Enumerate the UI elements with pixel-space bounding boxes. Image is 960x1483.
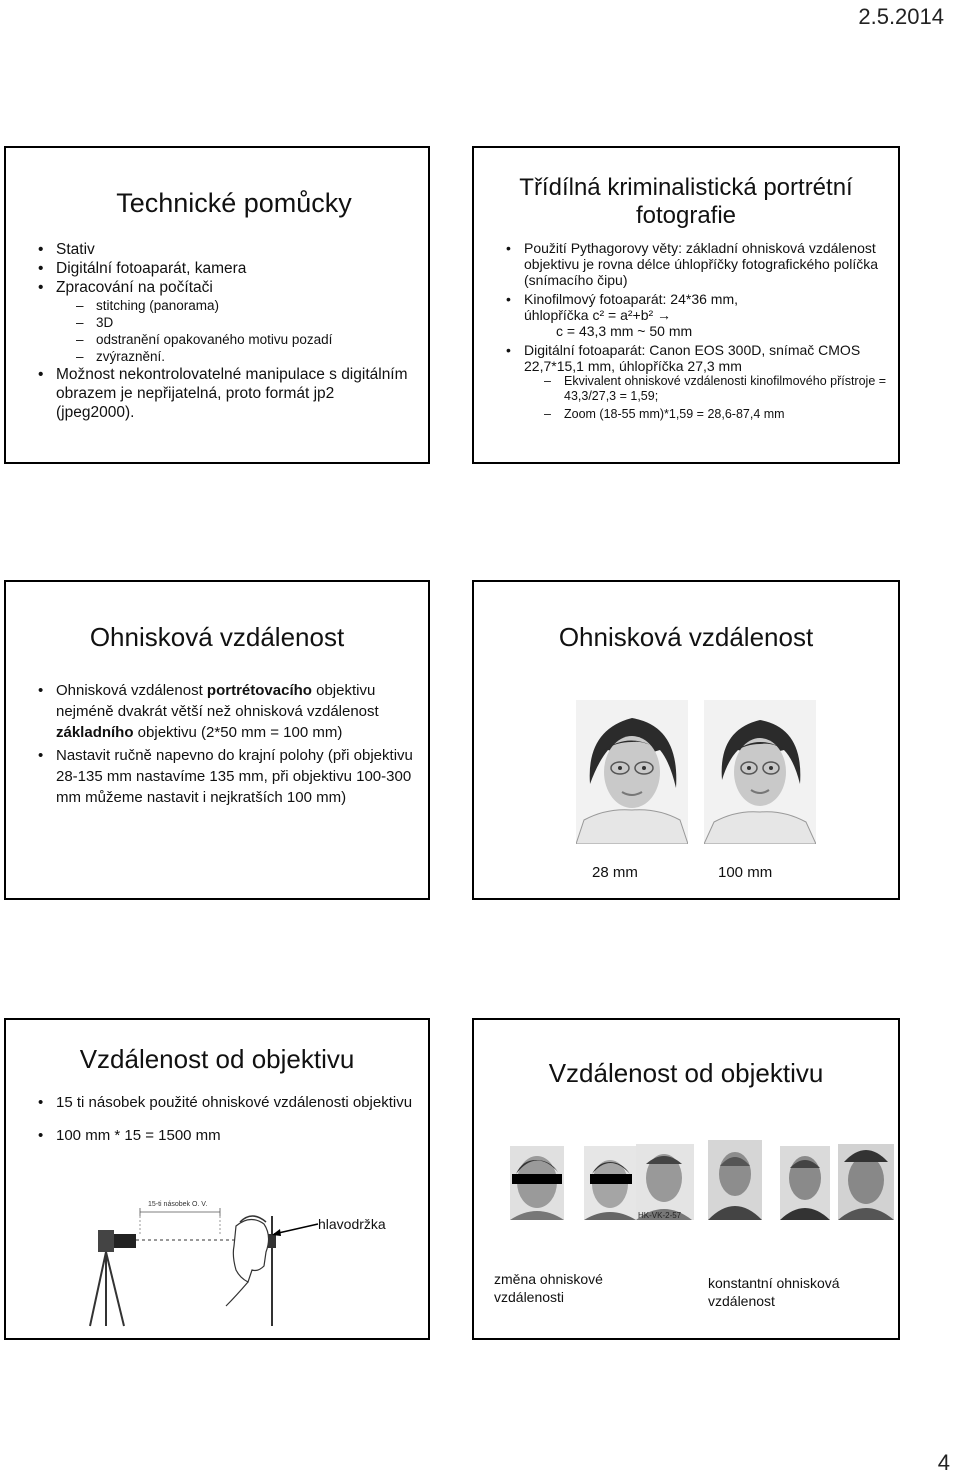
sub-bullet-item: – 3D <box>76 314 416 331</box>
slide-focal-length-photos <box>472 580 900 900</box>
slide-title: Vzdálenost od objektivu <box>548 1058 824 1088</box>
arrow-icon <box>268 1220 320 1240</box>
mugshot-3 <box>708 1140 762 1220</box>
slide-title: Třídílná kriminalistická portrétní fotografie <box>519 174 853 229</box>
bullet-item: • Použití Pythagorovy věty: základní ohnisková vzdálenost objektivu je rovna délce úhlopříčky fotografického políčka (snímacího čipu) <box>504 240 894 288</box>
header-date: 2.5.2014 <box>858 4 944 29</box>
bullet-item: • Digitální fotoaparát, kamera <box>36 259 416 278</box>
head-holder-label: hlavodržka <box>318 1216 386 1232</box>
formula-result: c = 43,3 mm ~ 50 mm <box>556 323 693 339</box>
bullet-item: • 15 ti násobek použité ohniskové vzdálenosti objektivu <box>36 1092 416 1113</box>
bullet-item <box>504 342 894 422</box>
slide-title: Ohnisková vzdálenost <box>558 622 814 652</box>
sub-bullet-list <box>56 297 416 365</box>
slide-technical-tools <box>4 146 430 464</box>
mugshot-5 <box>838 1144 894 1220</box>
slide-portrait-photography <box>472 146 900 464</box>
text-run: Ohnisková vzdálenost <box>56 682 207 699</box>
portrait-photo-28mm <box>576 700 688 844</box>
bold-text: portrétovacího <box>206 682 312 699</box>
mugshot-censored-2 <box>584 1146 636 1220</box>
caption-28mm: 28 mm <box>592 864 638 881</box>
bullet-item <box>36 278 416 365</box>
bullet-item: • Stativ <box>36 240 416 259</box>
bullet-line: úhlopříčka c² = a²+b² → <box>524 307 672 323</box>
bullet-item: • 100 mm * 15 = 1500 mm <box>36 1125 416 1146</box>
slide-title: Technické pomůcky <box>116 188 352 218</box>
camera-distance-diagram <box>86 1196 326 1330</box>
bullet-line: Kinofilmový fotoaparát: 24*36 mm, <box>524 291 738 307</box>
text-run: objektivu nejméně dvakrát větší než ohnisková vzdálenost <box>56 682 379 720</box>
mugshot-with-stamp <box>636 1144 694 1220</box>
bold-text: základního <box>56 724 134 741</box>
bullet-list <box>36 680 416 810</box>
sub-bullet-item: – Zoom (18-55 mm)*1,59 = 28,6-87,4 mm <box>544 407 894 422</box>
mugshot-4 <box>780 1146 830 1220</box>
portrait-photo-100mm <box>704 700 816 844</box>
bullet-item: • Možnost nekontrolovatelné manipulace s digitálním obrazem je nepřijatelná, proto formát jp2 (jpeg2000). <box>36 365 416 422</box>
bullet-list <box>36 240 416 422</box>
sub-bullet-item: – Ekvivalent ohniskové vzdálenosti kinofilmového přístroje = 43,3/27,3 = 1,59; <box>544 374 894 404</box>
bullet-list <box>36 1092 416 1158</box>
slide-focal-length-text <box>4 580 430 900</box>
mugshot-censored-1 <box>510 1146 564 1220</box>
page-number: 4 <box>937 1450 950 1475</box>
sub-bullet-list <box>524 374 894 422</box>
bullet-item <box>504 291 894 339</box>
slide-title: Vzdálenost od objektivu <box>79 1044 355 1074</box>
slide-subject-distance <box>4 1018 430 1340</box>
label-focal-constant: konstantní ohnisková vzdálenost <box>708 1275 840 1309</box>
mugshot-photo-row <box>480 1140 894 1220</box>
slide-title: Ohnisková vzdálenost <box>89 622 345 652</box>
text-run: objektivu (2*50 mm = 100 mm) <box>133 724 343 741</box>
caption-100mm: 100 mm <box>718 864 773 881</box>
slide-subject-distance-photos <box>472 1018 900 1340</box>
bullet-text: Zpracování na počítači <box>56 279 213 296</box>
sub-bullet-item: – odstranění opakovaného motivu pozadí <box>76 331 416 348</box>
sub-bullet-item: – stitching (panorama) <box>76 297 416 314</box>
sub-bullet-item: – zvýraznění. <box>76 348 416 365</box>
photo-stamp: HK-VK-2-57 <box>638 1211 682 1220</box>
bullet-item <box>36 680 416 743</box>
bullet-list <box>504 240 894 425</box>
bullet-text: Digitální fotoaparát: Canon EOS 300D, snímač CMOS 22,7*15,1 mm, úhlopříčka 27,3 mm <box>524 342 861 374</box>
label-focal-change: změna ohniskové vzdálenosti <box>494 1271 603 1305</box>
diagram-label: 15-ti násobek O. V. <box>148 1201 208 1208</box>
bullet-item: • Nastavit ručně napevno do krajní polohy (při objektivu 28-135 mm nastavíme 135 mm, při objektivu 100-300 mm můžeme nastavit i nejkratších 100 mm) <box>36 745 416 808</box>
